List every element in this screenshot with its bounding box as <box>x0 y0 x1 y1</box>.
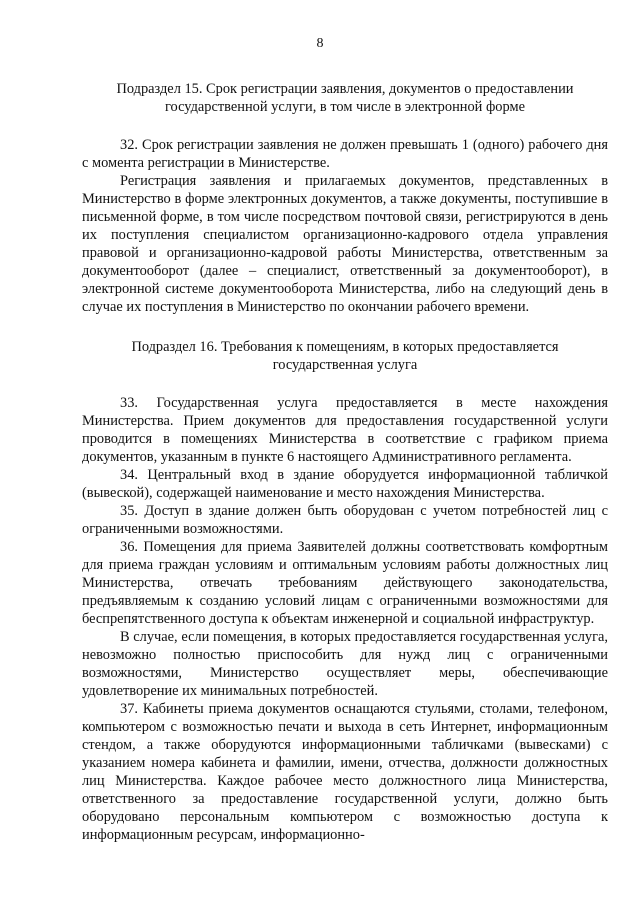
paragraph-registration: Регистрация заявления и прилагаемых документов, представленных в Министерство в форме электронных документов, а также документы, поступившие в письменной форме, в том числе посредством почтовой связи, регистрируются в день их поступления специалистом организационно-кадрового отдела управления правовой и организационно-кадровой работы Министерства, ответственным за документооборот (далее – специалист, ответственный за документооборот), в электронной системе документооборота Министерства, либо на следующий день в случае их поступления в Министерство по окончании рабочего времени. <box>82 173 608 315</box>
paragraph-accessibility: В случае, если помещения, в которых предоставляется государственная услуга, невозможно полностью приспособить для нужд лиц с ограниченными возможностями, Министерство осуществляет меры, обеспечивающие удовлетворение их минимальных потребностей. <box>82 629 608 699</box>
paragraph-33: 33. Государственная услуга предоставляется в месте нахождения Министерства. Прием документов для предоставления государственной услуги проводится в помещениях Министерства в соответствие с графиком приема документов, указанным в пункте 6 настоящего Административного регламента. <box>82 395 608 465</box>
heading-line: государственная услуга <box>272 357 418 373</box>
paragraph-35: 35. Доступ в здание должен быть оборудован с учетом потребностей лиц с ограниченными возможностями. <box>82 503 608 537</box>
heading-line: государственной услуги, в том числе в электронной форме <box>165 99 525 115</box>
page-number: 8 <box>316 36 324 51</box>
section-heading-16 <box>82 338 608 374</box>
heading-line: Подраздел 15. Срок регистрации заявления, документов о предоставлении <box>116 81 574 97</box>
document-body <box>82 80 608 844</box>
paragraph-32: 32. Срок регистрации заявления не должен превышать 1 (одного) рабочего дня с момента регистрации в Министерстве. <box>82 137 608 171</box>
paragraph-36: 36. Помещения для приема Заявителей должны соответствовать комфортным для приема граждан условиям и оптимальным условиям работы должностных лиц Министерства, отвечать требованиям действующего законодательства, предъявляемым к созданию условий лицам с ограниченными возможностями для беспрепятственного доступа к объектам инженерной и социальной инфраструктур. <box>82 539 608 627</box>
heading-line: Подраздел 16. Требования к помещениям, в которых предоставляется <box>131 339 559 355</box>
section-heading-15 <box>82 80 608 116</box>
paragraph-34: 34. Центральный вход в здание оборудуется информационной табличкой (вывеской), содержащей наименование и место нахождения Министерства. <box>82 467 608 501</box>
paragraph-37: 37. Кабинеты приема документов оснащаются стульями, столами, телефоном, компьютером с возможностью печати и выхода в сеть Интернет, информационным стендом, а также оборудуются информационными табличками (вывесками) с указанием номера кабинета и фамилии, имени, отчества, должности должностных лиц Министерства. Каждое рабочее место должностного лица Министерства, ответственного за предоставление государственной услуги, должно быть оборудовано персональным компьютером с возможностью доступа к информационным ресурсам, информационно- <box>82 701 608 843</box>
